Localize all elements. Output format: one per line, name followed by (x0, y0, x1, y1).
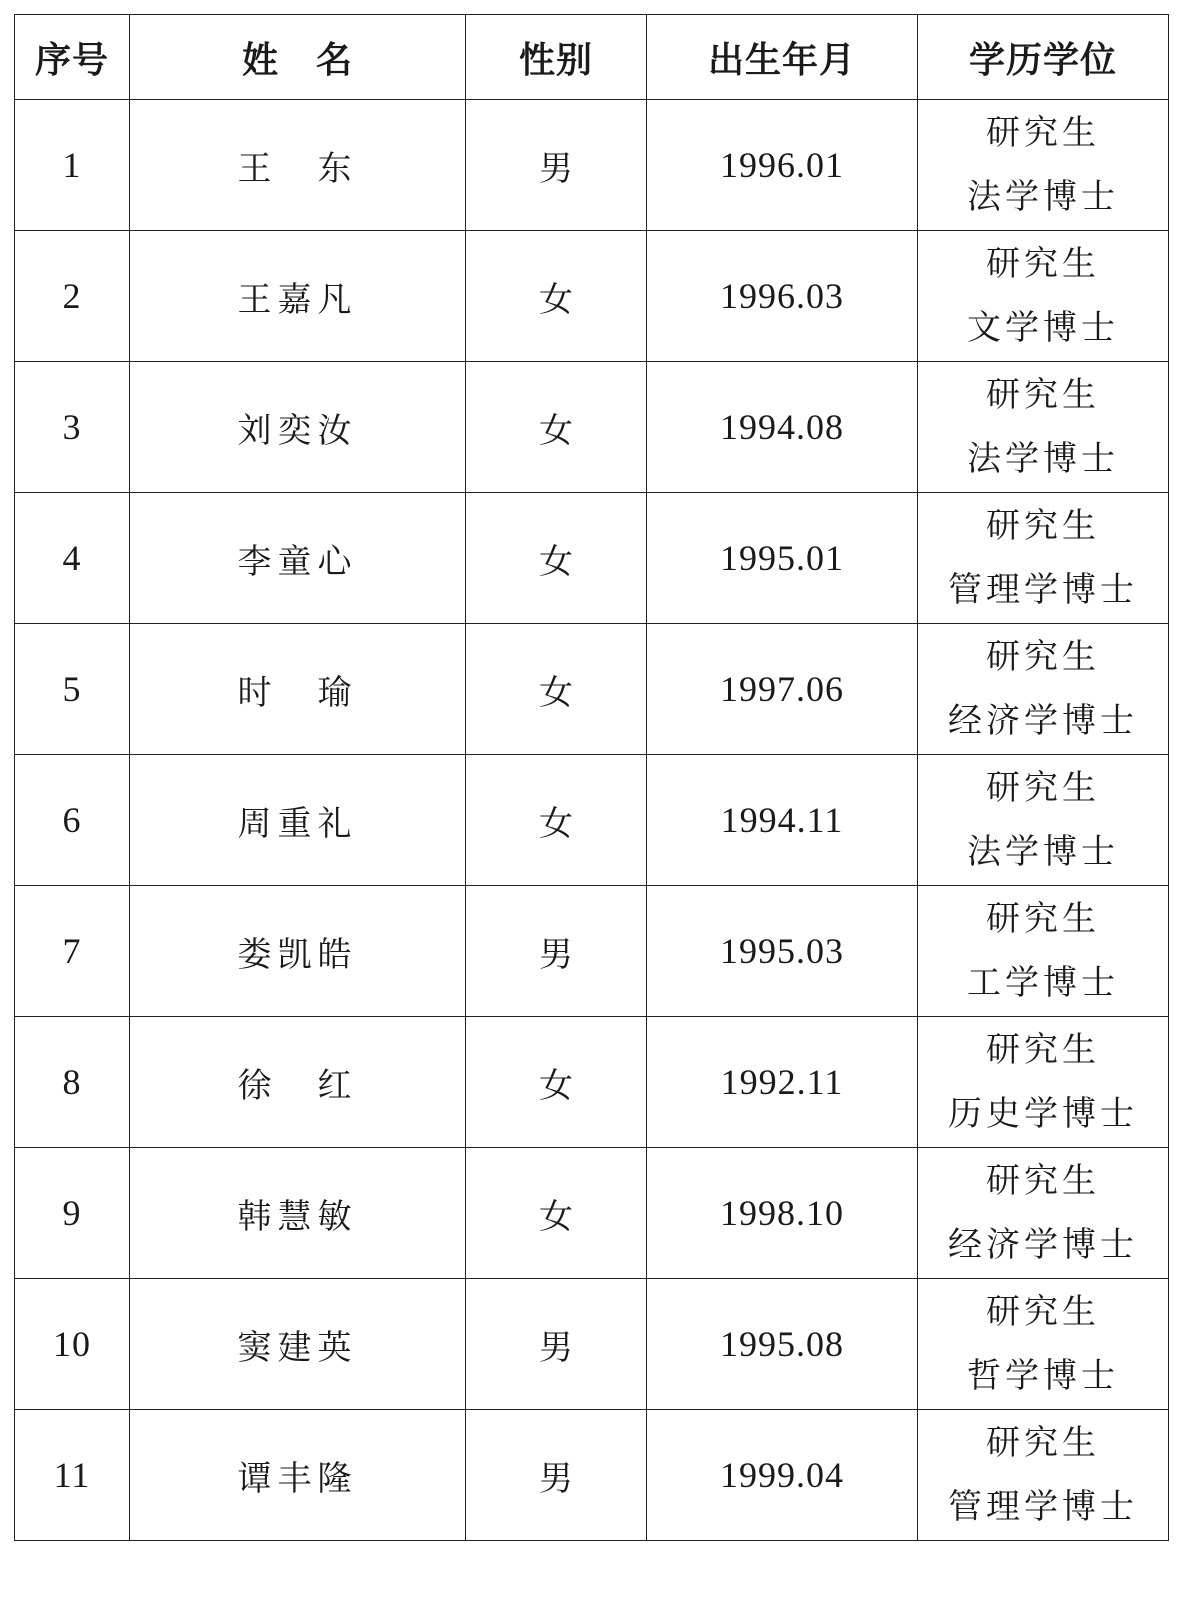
cell-gender: 女 (466, 493, 647, 624)
education-level: 研究生 (986, 506, 1100, 546)
cell-gender: 男 (466, 100, 647, 231)
cell-name (130, 1017, 466, 1148)
cell-degree (918, 624, 1169, 755)
person-name: 王嘉凡 (237, 279, 358, 320)
table-body (15, 100, 1169, 1541)
cell-degree (918, 100, 1169, 231)
cell-birth: 1999.04 (647, 1410, 918, 1541)
degree-title: 历史学博士 (948, 1094, 1138, 1134)
cell-birth: 1996.03 (647, 231, 918, 362)
cell-seq: 2 (15, 231, 130, 362)
cell-degree (918, 886, 1169, 1017)
cell-name (130, 231, 466, 362)
cell-name (130, 100, 466, 231)
cell-degree (918, 1279, 1169, 1410)
cell-name (130, 624, 466, 755)
personnel-table (14, 14, 1169, 1541)
degree-title: 管理学博士 (948, 1487, 1138, 1527)
cell-degree (918, 1410, 1169, 1541)
cell-name (130, 755, 466, 886)
degree-title: 法学博士 (967, 177, 1119, 217)
table-row (15, 231, 1169, 362)
cell-degree (918, 362, 1169, 493)
cell-seq: 10 (15, 1279, 130, 1410)
cell-name (130, 362, 466, 493)
cell-seq: 1 (15, 100, 130, 231)
table-row (15, 624, 1169, 755)
degree-title: 哲学博士 (967, 1356, 1119, 1396)
cell-name (130, 1279, 466, 1410)
education-level: 研究生 (986, 244, 1100, 284)
cell-gender: 女 (466, 231, 647, 362)
education-level: 研究生 (986, 375, 1100, 415)
table-row (15, 1410, 1169, 1541)
cell-birth: 1994.08 (647, 362, 918, 493)
cell-name (130, 886, 466, 1017)
header-degree: 学历学位 (918, 15, 1169, 100)
education-level: 研究生 (986, 113, 1100, 153)
cell-birth: 1998.10 (647, 1148, 918, 1279)
person-name: 李童心 (237, 541, 358, 582)
degree-title: 经济学博士 (948, 701, 1138, 741)
cell-seq: 11 (15, 1410, 130, 1541)
cell-gender: 女 (466, 362, 647, 493)
person-name: 时 瑜 (237, 672, 358, 713)
person-name: 王 东 (237, 148, 358, 189)
cell-gender: 女 (466, 624, 647, 755)
table-row (15, 886, 1169, 1017)
cell-gender: 女 (466, 1148, 647, 1279)
cell-seq: 3 (15, 362, 130, 493)
table-row (15, 1017, 1169, 1148)
header-birth: 出生年月 (647, 15, 918, 100)
person-name: 周重礼 (237, 803, 358, 844)
cell-degree (918, 493, 1169, 624)
header-name: 姓 名 (130, 15, 466, 100)
cell-seq: 4 (15, 493, 130, 624)
cell-degree (918, 231, 1169, 362)
cell-name (130, 1410, 466, 1541)
education-level: 研究生 (986, 1161, 1100, 1201)
cell-name (130, 493, 466, 624)
person-name: 窦建英 (237, 1327, 358, 1368)
degree-title: 工学博士 (967, 963, 1119, 1003)
education-level: 研究生 (986, 1423, 1100, 1463)
education-level: 研究生 (986, 768, 1100, 808)
degree-title: 法学博士 (967, 439, 1119, 479)
cell-degree (918, 1017, 1169, 1148)
education-level: 研究生 (986, 1030, 1100, 1070)
table-row (15, 362, 1169, 493)
degree-title: 文学博士 (967, 308, 1119, 348)
person-name: 韩慧敏 (237, 1196, 358, 1237)
person-name: 谭丰隆 (237, 1458, 358, 1499)
cell-birth: 1994.11 (647, 755, 918, 886)
degree-title: 经济学博士 (948, 1225, 1138, 1265)
table-row (15, 1279, 1169, 1410)
person-name: 徐 红 (237, 1065, 358, 1106)
cell-gender: 男 (466, 886, 647, 1017)
cell-birth: 1995.01 (647, 493, 918, 624)
cell-seq: 6 (15, 755, 130, 886)
education-level: 研究生 (986, 899, 1100, 939)
table-row (15, 755, 1169, 886)
person-name: 娄凯皓 (237, 934, 358, 975)
header-gender: 性别 (466, 15, 647, 100)
cell-gender: 女 (466, 1017, 647, 1148)
table-row (15, 1148, 1169, 1279)
cell-birth: 1995.03 (647, 886, 918, 1017)
cell-degree (918, 1148, 1169, 1279)
cell-birth: 1995.08 (647, 1279, 918, 1410)
person-name: 刘奕汝 (237, 410, 358, 451)
cell-gender: 男 (466, 1410, 647, 1541)
header-row (15, 15, 1169, 100)
cell-seq: 7 (15, 886, 130, 1017)
cell-degree (918, 755, 1169, 886)
education-level: 研究生 (986, 1292, 1100, 1332)
cell-gender: 女 (466, 755, 647, 886)
header-seq: 序号 (15, 15, 130, 100)
cell-seq: 5 (15, 624, 130, 755)
cell-gender: 男 (466, 1279, 647, 1410)
cell-seq: 9 (15, 1148, 130, 1279)
cell-birth: 1996.01 (647, 100, 918, 231)
cell-seq: 8 (15, 1017, 130, 1148)
degree-title: 管理学博士 (948, 570, 1138, 610)
degree-title: 法学博士 (967, 832, 1119, 872)
cell-birth: 1992.11 (647, 1017, 918, 1148)
cell-birth: 1997.06 (647, 624, 918, 755)
table-row (15, 493, 1169, 624)
education-level: 研究生 (986, 637, 1100, 677)
table-row (15, 100, 1169, 231)
cell-name (130, 1148, 466, 1279)
